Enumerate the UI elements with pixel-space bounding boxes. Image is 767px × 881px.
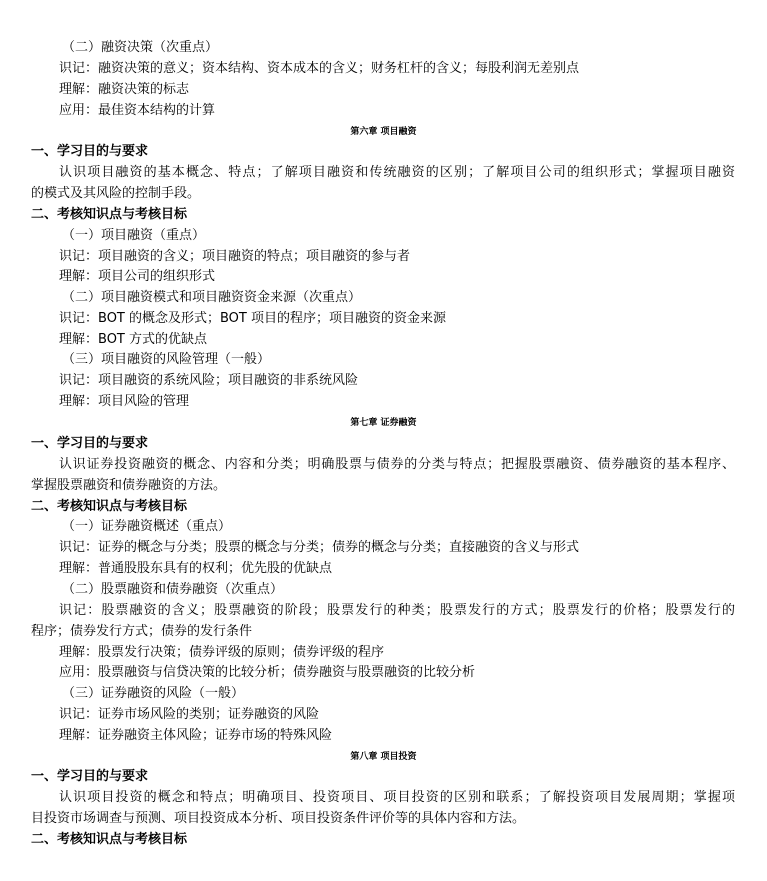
subsection-heading: （一）证券融资概述（重点） <box>62 519 232 534</box>
text-line: 识记：证券的概念与分类；股票的概念与分类；债券的概念与分类；直接融资的含义与形式 <box>59 540 580 555</box>
subsection-heading: （一）项目融资（重点） <box>62 228 206 243</box>
section-heading: 二、考核知识点与考核目标 <box>31 832 188 847</box>
text-line: 识记：股票融资的含义；股票融资的阶段；股票发行的种类；股票发行的方式；股票发行的价格；股票发行的 <box>59 603 735 618</box>
subsection-heading: （三）证券融资的风险（一般） <box>62 686 245 701</box>
section-heading: 一、学习目的与要求 <box>31 769 149 784</box>
section-heading: 一、学习目的与要求 <box>31 144 149 159</box>
text-line: 理解：证券融资主体风险；证券市场的特殊风险 <box>59 728 333 743</box>
paragraph-line: 认识证券投资融资的概念、内容和分类；明确股票与债券的分类与特点；把握股票融资、债券融资的基本程序、 <box>59 457 735 472</box>
text-line: 程序；债券发行方式；债券的发行条件 <box>31 624 253 639</box>
section-heading: 二、考核知识点与考核目标 <box>31 499 188 514</box>
text-line: 理解：股票发行决策；债券评级的原则；债券评级的程序 <box>59 645 385 660</box>
text-line: 理解：普通股股东具有的权利；优先股的优缺点 <box>59 561 333 576</box>
text-line: 识记：BOT 的概念及形式；BOT 项目的程序；项目融资的资金来源 <box>59 311 446 326</box>
chapter-title: 第八章 项目投资 <box>350 752 417 762</box>
paragraph-line: 的模式及其风险的控制手段。 <box>31 186 201 201</box>
text-line: 应用：最佳资本结构的计算 <box>59 103 216 118</box>
text-line: 理解：项目公司的组织形式 <box>59 269 216 284</box>
subsection-heading: （二）股票融资和债券融资（次重点） <box>62 582 284 597</box>
text-line: 理解：BOT 方式的优缺点 <box>59 332 207 347</box>
text-line: 识记：融资决策的意义；资本结构、资本成本的含义；财务杠杆的含义；每股利润无差别点 <box>59 61 580 76</box>
paragraph-line: 认识项目投资的概念和特点；明确项目、投资项目、项目投资的区别和联系；了解投资项目发展周期；掌握项 <box>59 790 735 805</box>
text-line: 识记：项目融资的系统风险；项目融资的非系统风险 <box>59 373 359 388</box>
chapter-title: 第七章 证券融资 <box>350 418 417 428</box>
paragraph-line: 目投资市场调查与预测、项目投资成本分析、项目投资条件评价等的具体内容和方法。 <box>31 811 526 826</box>
chapter-title: 第六章 项目融资 <box>350 127 417 137</box>
text-line: 理解：项目风险的管理 <box>59 394 190 409</box>
text-line: 识记：证券市场风险的类别；证券融资的风险 <box>59 707 320 722</box>
subsection-heading: （三）项目融资的风险管理（一般） <box>62 352 271 367</box>
paragraph-line: 掌握股票融资和债券融资的方法。 <box>31 478 227 493</box>
text-line: 识记：项目融资的含义；项目融资的特点；项目融资的参与者 <box>59 249 411 264</box>
subsection-heading: （二）融资决策（次重点） <box>62 40 219 55</box>
paragraph-line: 认识项目融资的基本概念、特点；了解项目融资和传统融资的区别；了解项目公司的组织形式；掌握项目融资 <box>59 165 735 180</box>
text-line: 理解：融资决策的标志 <box>59 82 190 97</box>
text-line: 应用：股票融资与信贷决策的比较分析；债券融资与股票融资的比较分析 <box>59 665 476 680</box>
section-heading: 二、考核知识点与考核目标 <box>31 207 188 222</box>
section-heading: 一、学习目的与要求 <box>31 436 149 451</box>
subsection-heading: （二）项目融资模式和项目融资资金来源（次重点） <box>62 290 362 305</box>
